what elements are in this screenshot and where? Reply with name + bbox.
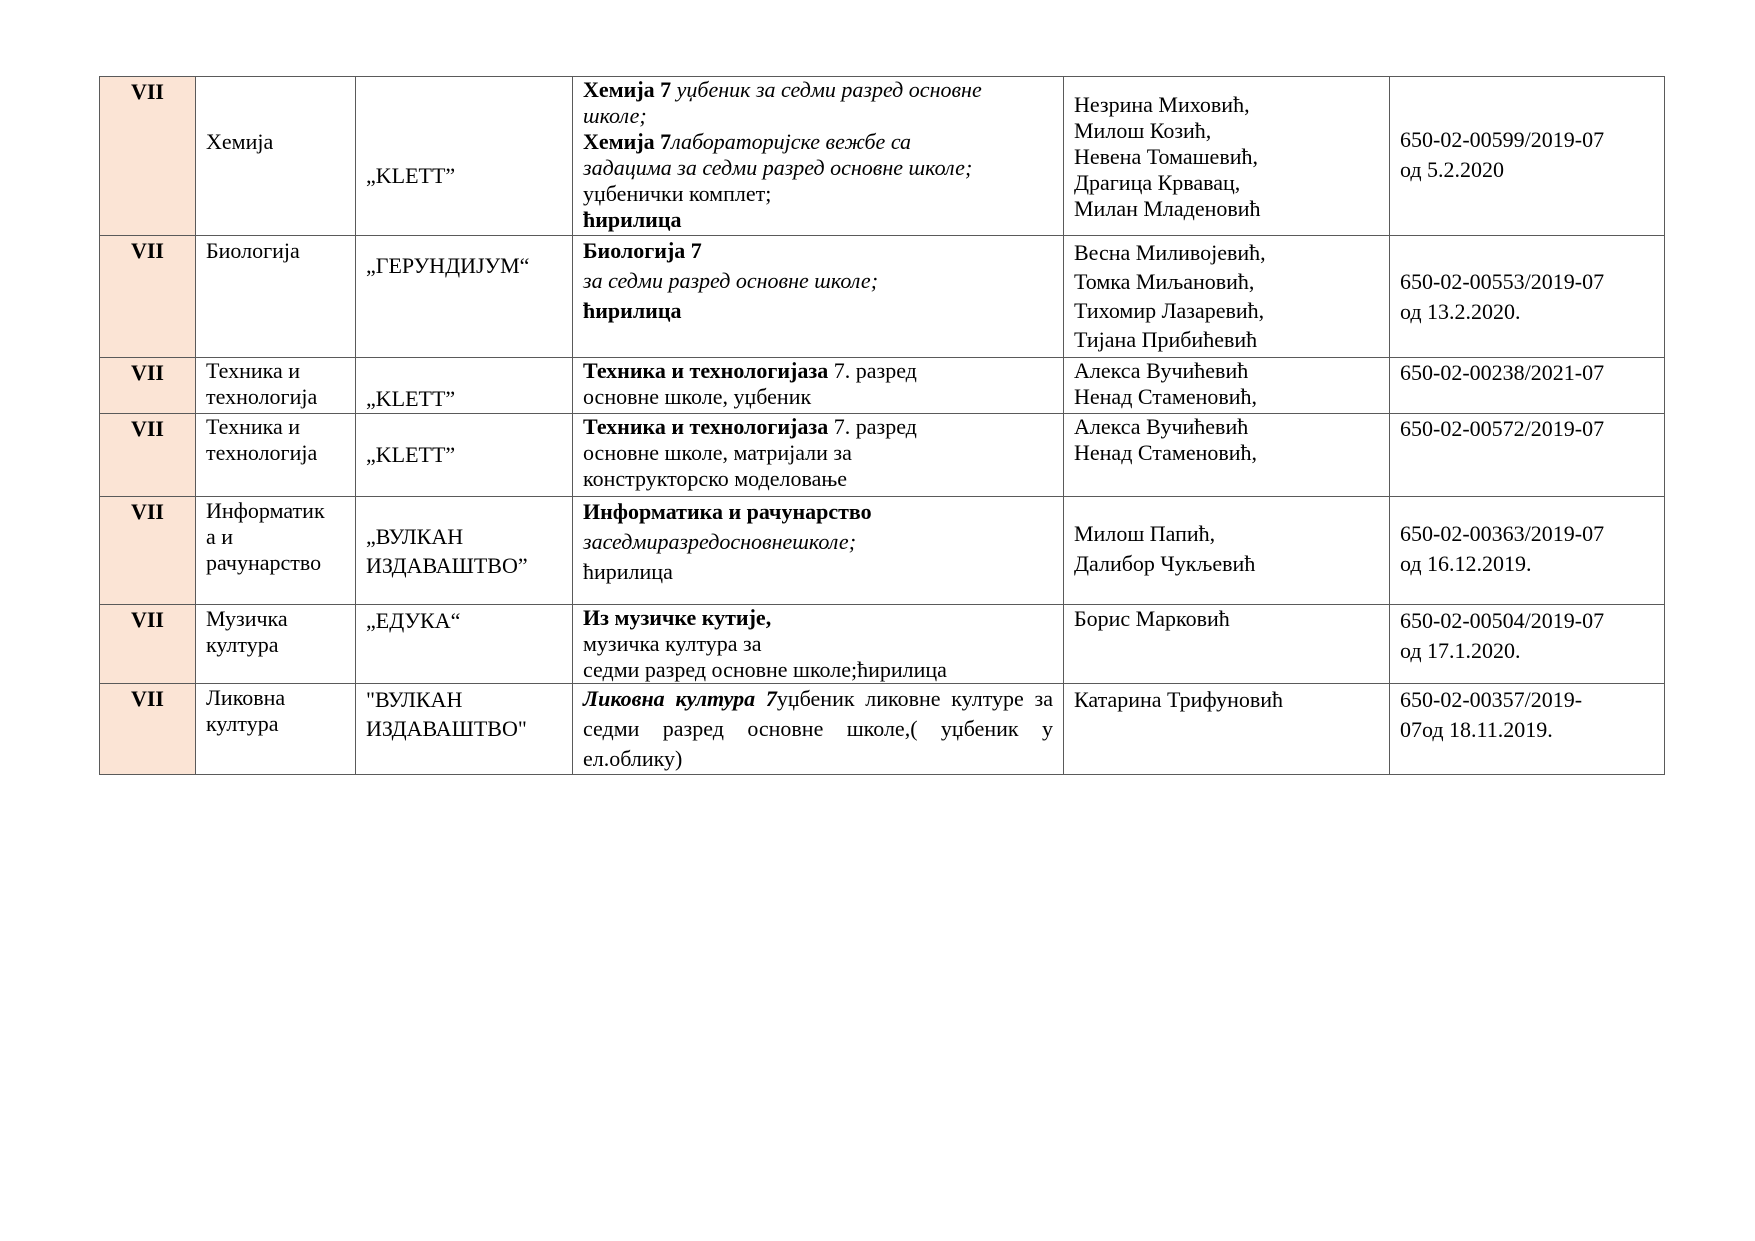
authors-cell [1064, 684, 1390, 775]
title-line [583, 103, 1053, 129]
publisher-cell [356, 414, 573, 497]
approval-line: 650-02-00572/2019-07 [1400, 416, 1605, 441]
subject-line: Информатик [206, 498, 325, 523]
title-cell [573, 358, 1064, 414]
publisher-cell [356, 77, 573, 236]
title-line [583, 236, 1053, 266]
title-line [583, 155, 1053, 181]
approval-cell [1390, 236, 1665, 358]
title-segment: Хемија 7 [583, 129, 672, 154]
subject-cell [196, 236, 356, 358]
title-cell [573, 684, 1064, 775]
publisher-cell [356, 358, 573, 414]
title-segment: Ликовна култура 7 [583, 686, 777, 711]
author-name: Томка Миљановић, [1074, 269, 1255, 294]
subject-cell [196, 358, 356, 414]
title-segment: задацима за седми разред основне школе; [583, 155, 973, 180]
table-row [100, 684, 1665, 775]
approval-line: од 5.2.2020 [1400, 157, 1505, 182]
grade-cell: VII [100, 358, 196, 414]
title-segment: 7. разред [828, 358, 917, 383]
title-segment: заседмиразредосновнешколе; [583, 529, 857, 554]
title-segment: конструкторско моделовање [583, 466, 848, 491]
title-line [583, 605, 1053, 631]
approval-cell [1390, 497, 1665, 605]
author-name: Борис Марковић [1074, 606, 1230, 631]
author-name: Милош Козић, [1074, 118, 1212, 143]
title-segment: Из музичке кутије, [583, 605, 772, 630]
table-row [100, 414, 1665, 497]
publisher-line: „ВУЛКАН [366, 524, 464, 549]
subject-cell [196, 684, 356, 775]
title-line [583, 181, 1053, 207]
grade-cell: VII [100, 684, 196, 775]
subject-line: Биологија [206, 238, 300, 263]
approval-line: 650-02-00238/2021-07 [1400, 360, 1605, 385]
subject-line: Ликовна [206, 685, 286, 710]
table-row [100, 77, 1665, 236]
title-segment: Хемија 7 [583, 77, 672, 102]
approval-line: 650-02-00553/2019-07 [1400, 269, 1605, 294]
author-name: Катарина Трифуновић [1074, 687, 1284, 712]
title-segment: Биологија 7 [583, 238, 702, 263]
approval-cell [1390, 414, 1665, 497]
title-line [583, 129, 1053, 155]
publisher-line: „KLETT” [366, 442, 456, 467]
grade-cell: VII [100, 414, 196, 497]
title-segment: основне школе, матријали за [583, 440, 852, 465]
author-name: Милош Папић, [1074, 521, 1216, 546]
publisher-line: "ВУЛКАН [366, 687, 463, 712]
title-line [583, 684, 1053, 774]
approval-line: од 16.12.2019. [1400, 551, 1532, 576]
title-line [583, 77, 1053, 103]
publisher-line: ИЗДАВАШТВО” [366, 553, 528, 578]
subject-line: технологија [206, 384, 318, 409]
subject-line: а и [206, 524, 234, 549]
authors-cell [1064, 358, 1390, 414]
subject-line: Техника и [206, 358, 301, 383]
author-name: Невена Томашевић, [1074, 144, 1258, 169]
table-body [100, 77, 1665, 775]
title-segment: школе; [583, 103, 647, 128]
author-name: Незрина Миховић, [1074, 92, 1250, 117]
author-name: Весна Миливојевић, [1074, 240, 1266, 265]
title-cell [573, 77, 1064, 236]
grade-cell: VII [100, 605, 196, 684]
table-row [100, 605, 1665, 684]
title-segment: Техника и технологијаза [583, 414, 829, 439]
approval-line: 07од 18.11.2019. [1400, 717, 1553, 742]
approval-line: 650-02-00357/2019- [1400, 687, 1583, 712]
table-row [100, 497, 1665, 605]
table-row [100, 358, 1665, 414]
publisher-line: „ЕДУКА“ [366, 608, 461, 633]
subject-line: технологија [206, 440, 318, 465]
title-segment: за седми разред основне школе; [583, 268, 879, 293]
publisher-line: „KLETT” [366, 163, 456, 188]
title-line [583, 440, 1053, 466]
approval-line: 650-02-00363/2019-07 [1400, 521, 1605, 546]
subject-cell [196, 414, 356, 497]
grade-cell: VII [100, 236, 196, 358]
subject-line: Музичка [206, 606, 288, 631]
title-line [583, 266, 1053, 296]
approval-line: 650-02-00504/2019-07 [1400, 608, 1605, 633]
subject-cell [196, 77, 356, 236]
author-name: Тихомир Лазаревић, [1074, 298, 1265, 323]
approval-line: од 13.2.2020. [1400, 299, 1521, 324]
publisher-line: ИЗДАВАШТВО" [366, 716, 527, 741]
title-line [583, 384, 1053, 410]
title-line [583, 527, 1053, 557]
author-name: Драгица Крвавац, [1074, 170, 1241, 195]
title-segment: 7. разред [828, 414, 917, 439]
subject-cell [196, 605, 356, 684]
title-segment: музичка култура за [583, 631, 762, 656]
authors-cell [1064, 236, 1390, 358]
approval-cell [1390, 684, 1665, 775]
author-name: Тијана Прибићевић [1074, 327, 1258, 352]
authors-cell [1064, 414, 1390, 497]
title-segment: ћирилица [583, 298, 682, 323]
title-segment: уџбенички комплет; [583, 181, 772, 206]
title-segment: ћирилица [583, 207, 682, 232]
publisher-line: „ГЕРУНДИЈУМ“ [366, 253, 530, 278]
title-line [583, 657, 1053, 683]
author-name: Милан Младеновић [1074, 196, 1261, 221]
title-cell [573, 414, 1064, 497]
title-line [583, 466, 1053, 492]
author-name: Алекса Вучићевић [1074, 358, 1249, 383]
title-line [583, 414, 1053, 440]
title-line [583, 207, 1053, 233]
title-segment: основне школе, уџбеник [583, 384, 812, 409]
authors-cell [1064, 497, 1390, 605]
title-line [583, 296, 1053, 326]
approval-cell [1390, 358, 1665, 414]
title-segment: лабораторијске вежбе са [671, 129, 912, 154]
subject-line: култура [206, 711, 279, 736]
subject-cell [196, 497, 356, 605]
title-segment: уџбеник ликовне културе за седми разред основне школе,( уџбеник у ел.облику) [583, 686, 1053, 771]
textbook-table [99, 76, 1665, 775]
authors-cell [1064, 605, 1390, 684]
publisher-line: „KLETT” [366, 386, 456, 411]
approval-cell [1390, 77, 1665, 236]
title-cell [573, 236, 1064, 358]
title-line [583, 497, 1053, 527]
subject-line: Хемија [206, 129, 274, 154]
approval-line: од 17.1.2020. [1400, 638, 1521, 663]
grade-cell: VII [100, 497, 196, 605]
authors-cell [1064, 77, 1390, 236]
approval-cell [1390, 605, 1665, 684]
author-name: Ненад Стаменовић, [1074, 440, 1258, 465]
subject-line: рачунарство [206, 550, 322, 575]
publisher-cell [356, 684, 573, 775]
publisher-cell [356, 605, 573, 684]
publisher-cell [356, 497, 573, 605]
approval-line: 650-02-00599/2019-07 [1400, 127, 1605, 152]
subject-line: култура [206, 632, 279, 657]
subject-line: Техника и [206, 414, 301, 439]
title-segment: Информатика и рачунарство [583, 499, 872, 524]
grade-cell: VII [100, 77, 196, 236]
author-name: Алекса Вучићевић [1074, 414, 1249, 439]
title-cell [573, 497, 1064, 605]
author-name: Ненад Стаменовић, [1074, 384, 1258, 409]
title-segment: уџбеник за седми разред основне [671, 77, 982, 102]
title-line [583, 557, 1053, 587]
title-segment: седми разред основне школе;ћирилица [583, 657, 947, 682]
title-segment: ћирилица [583, 559, 673, 584]
title-line [583, 358, 1053, 384]
author-name: Далибор Чукљевић [1074, 551, 1256, 576]
publisher-cell [356, 236, 573, 358]
title-cell [573, 605, 1064, 684]
title-line [583, 631, 1053, 657]
table-row [100, 236, 1665, 358]
title-segment: Техника и технологијаза [583, 358, 829, 383]
